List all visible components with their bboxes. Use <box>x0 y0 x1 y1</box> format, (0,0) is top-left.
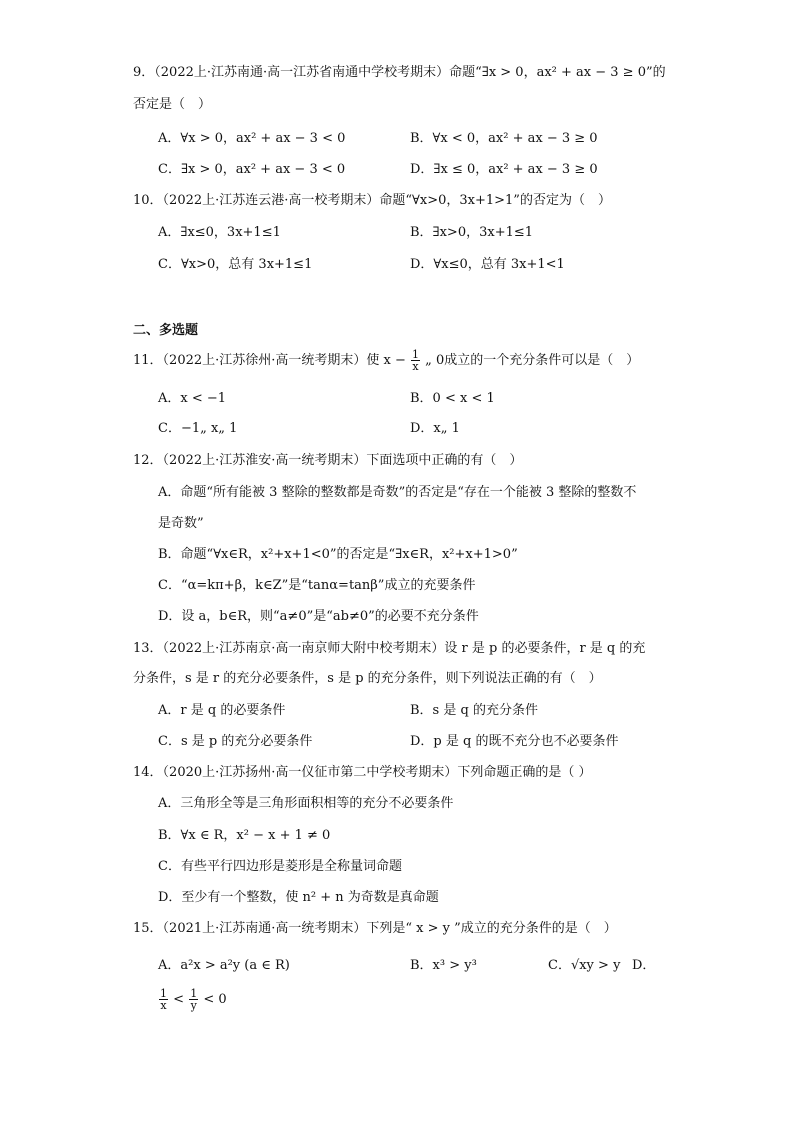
q15-d-fraction-2-denominator: y <box>190 999 197 1012</box>
q13-stem-cont: 分条件，s 是 r 的充分必要条件，s 是 p 的充分条件，则下列说法正确的有（ ） <box>133 671 602 686</box>
q10-option-d: D．∀x≤0，总有 3x+1<1 <box>410 257 565 272</box>
q14-stem: 14．（2020上·江苏扬州·高一仪征市第二中学校考期末）下列命题正确的是（ ） <box>133 765 592 780</box>
q9-stem: 9．（2022上·江苏南通·高一江苏省南通中学校考期末）命题“∃x > 0，ax² + ax − 3 ≥ 0”的 <box>133 65 666 80</box>
q14-option-d: D．至少有一个整数，使 n² + n 为奇数是真命题 <box>158 890 439 905</box>
q11-stem-post: „ 0成立的一个充分条件可以是（ ） <box>425 353 640 368</box>
q13-option-a: A．r 是 q 的必要条件 <box>158 703 286 718</box>
q15-d-fraction-1-numerator: 1 <box>160 987 167 1000</box>
q9-option-c: C．∃x > 0，ax² + ax − 3 < 0 <box>158 162 346 177</box>
q15-option-c: C．√xy > y <box>548 958 621 973</box>
q11-option-b: B．0 < x < 1 <box>410 391 495 406</box>
q15-d-fraction-2 <box>189 988 198 1011</box>
q11-stem-pre: 11．（2022上·江苏徐州·高一统考期末）使 x − <box>133 353 406 368</box>
q13-stem: 13．（2022上·江苏南京·高一南京师大附中校考期末）设 r 是 p 的必要条件，r 是 q 的充 <box>133 641 646 656</box>
q15-stem: 15．（2021上·江苏南通·高一统考期末）下列是“ x > y ”成立的充分条件的是（ ） <box>133 921 617 936</box>
q11-fraction <box>411 349 420 372</box>
q15-d-fraction-1 <box>159 988 168 1011</box>
q15-option-a: A．a²x > a²y (a ∈ R) <box>158 958 290 973</box>
q9-stem-cont: 否定是（ ） <box>133 97 212 112</box>
q13-option-c: C．s 是 p 的充分必要条件 <box>158 734 313 749</box>
q14-option-c: C．有些平行四边形是菱形是全称量词命题 <box>158 859 402 874</box>
section-heading-multiple-choice: 二、多选题 <box>133 323 199 338</box>
q13-option-b: B．s 是 q 的充分条件 <box>410 703 538 718</box>
q15-d-fraction-1-denominator: x <box>160 999 167 1012</box>
q11-option-c: C．−1„ x„ 1 <box>158 421 238 436</box>
q12-stem: 12．（2022上·江苏淮安·高一统考期末）下面选项中正确的有（ ） <box>133 453 523 468</box>
q14-option-b: B．∀x ∈ R，x² − x + 1 ≠ 0 <box>158 828 331 843</box>
q10-option-a: A．∃x≤0，3x+1≤1 <box>158 225 281 240</box>
q9-option-d: D．∃x ≤ 0，ax² + ax − 3 ≥ 0 <box>410 162 598 177</box>
q15-option-d-label: D． <box>632 958 656 973</box>
q15-d-tail: < 0 <box>203 992 227 1007</box>
q12-option-a: A．命题“所有能被 3 整除的整数都是奇数”的否定是“存在一个能被 3 整除的整数不 <box>158 485 637 500</box>
q12-option-c: C．“α=kπ+β，k∈Z”是“tanα=tanβ”成立的充要条件 <box>158 578 476 593</box>
q13-option-d: D．p 是 q 的既不充分也不必要条件 <box>410 734 619 749</box>
q15-d-less-than: < <box>173 992 185 1007</box>
q11-option-d: D．x„ 1 <box>410 421 460 436</box>
q12-option-d: D．设 a，b∈R，则“a≠0”是“ab≠0”的必要不充分条件 <box>158 609 479 624</box>
q10-option-c: C．∀x>0，总有 3x+1≤1 <box>158 257 313 272</box>
q9-option-b: B．∀x < 0，ax² + ax − 3 ≥ 0 <box>410 131 598 146</box>
q12-option-b: B．命题“∀x∈R，x²+x+1<0”的否定是“∃x∈R，x²+x+1>0” <box>158 547 518 562</box>
q11-fraction-denominator: x <box>412 360 419 373</box>
q15-option-b: B．x³ > y³ <box>410 958 477 973</box>
q10-stem: 10．（2022上·江苏连云港·高一校考期末）命题“∀x>0，3x+1>1”的否定为（ ） <box>133 193 611 208</box>
q9-option-a: A．∀x > 0，ax² + ax − 3 < 0 <box>158 131 346 146</box>
q11-fraction-numerator: 1 <box>412 348 420 361</box>
q10-option-b: B．∃x>0，3x+1≤1 <box>410 225 534 240</box>
q14-option-a: A．三角形全等是三角形面积相等的充分不必要条件 <box>158 796 454 811</box>
q11-option-a: A．x < −1 <box>158 391 227 406</box>
q15-d-fraction-2-numerator: 1 <box>190 987 198 1000</box>
q15-option-d-expression <box>158 988 227 1012</box>
q12-option-a-cont: 是奇数” <box>158 516 204 531</box>
q11-stem <box>133 348 639 374</box>
